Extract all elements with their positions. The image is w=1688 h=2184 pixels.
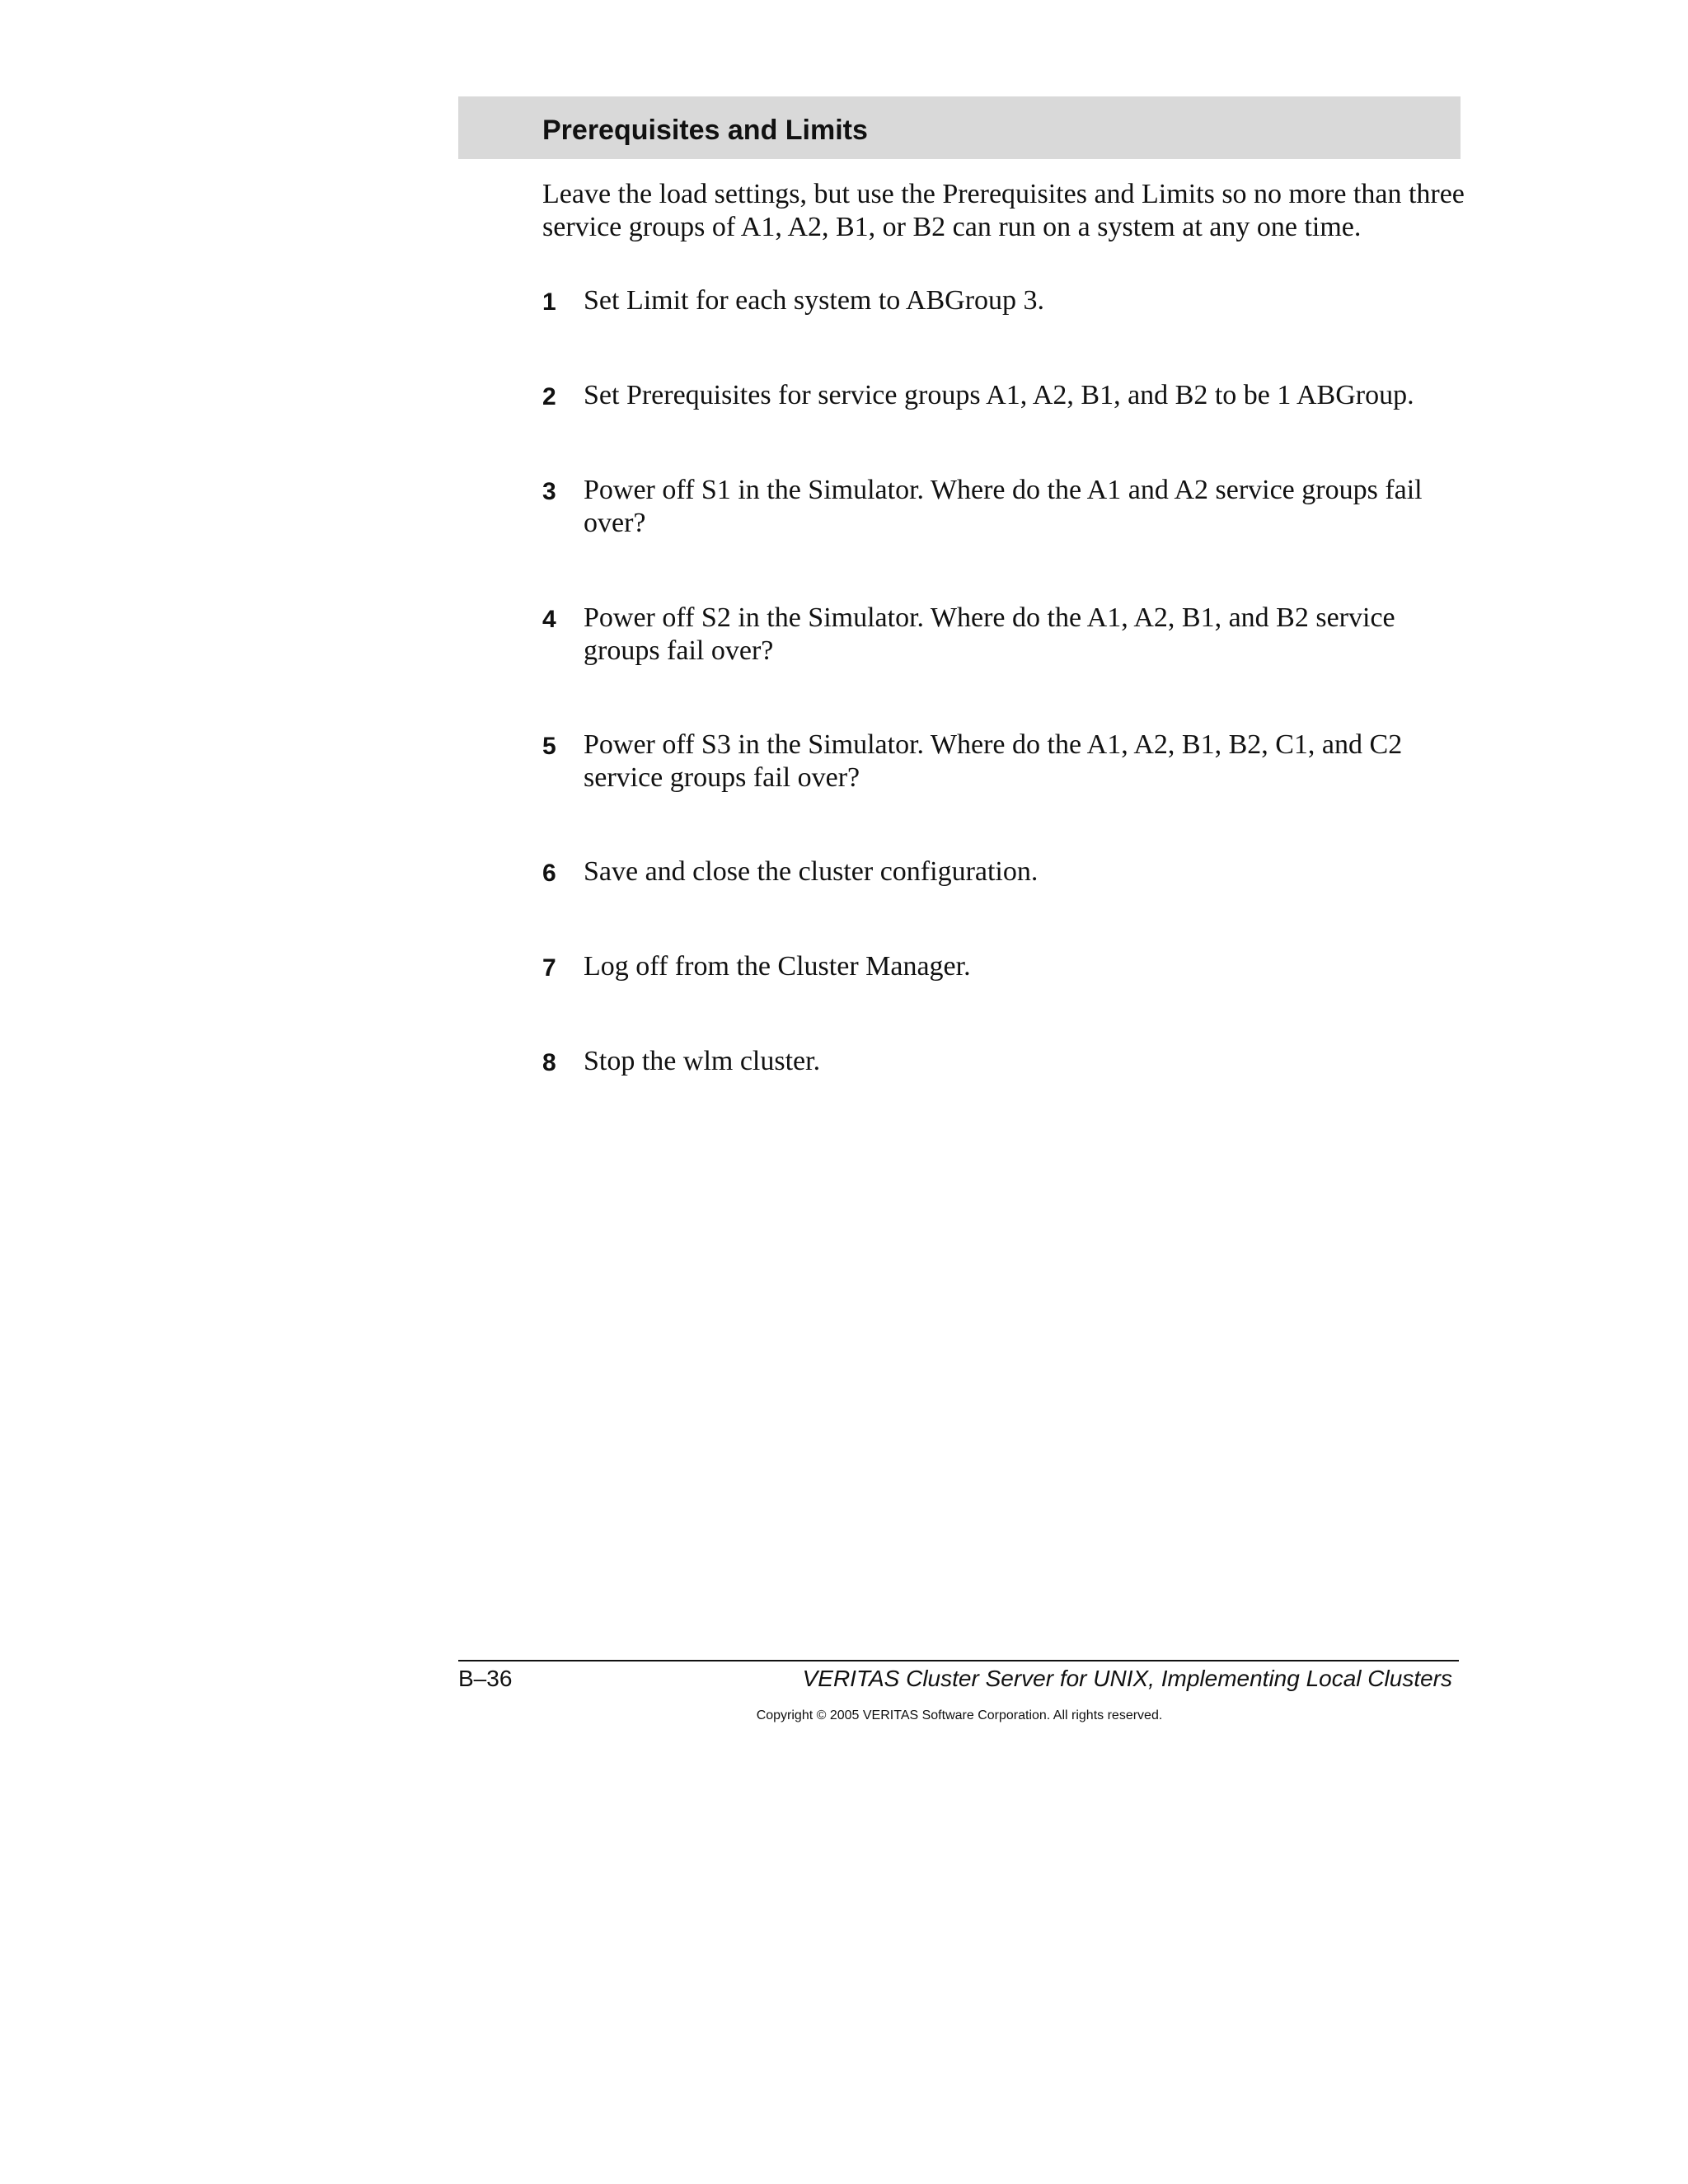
step-number: 3 (542, 478, 556, 505)
step-text: Set Limit for each system to ABGroup 3. (584, 285, 1045, 316)
step-number: 5 (542, 733, 556, 760)
step-number: 8 (542, 1049, 556, 1076)
step-number: 7 (542, 954, 556, 982)
footer-divider (458, 1660, 1459, 1661)
step-text: Power off S3 in the Simulator. Where do the A1, A2, B1, B2, C1, and C2 service groups fail over? (584, 729, 1403, 793)
step-text: Save and close the cluster configuration. (584, 856, 1039, 887)
step-number: 6 (542, 860, 556, 887)
intro-paragraph: Leave the load settings, but use the Prerequisites and Limits so no more than three service groups of A1, A2, B1, or B2 can run on a system at any one time. (542, 179, 1465, 242)
copyright-notice: Copyright © 2005 VERITAS Software Corporation. All rights reserved. (756, 1708, 1163, 1722)
step-text: Power off S2 in the Simulator. Where do the A1, A2, B1, and B2 service groups fail over? (584, 602, 1395, 666)
step-number: 4 (542, 606, 556, 633)
section-title: Prerequisites and Limits (542, 115, 868, 146)
book-title: VERITAS Cluster Server for UNIX, Implementing Local Clusters (802, 1666, 1452, 1691)
step-text: Log off from the Cluster Manager. (584, 951, 971, 982)
step-number: 1 (542, 288, 556, 316)
step-text: Stop the wlm cluster. (584, 1046, 821, 1076)
step-text: Set Prerequisites for service groups A1, A2, B1, and B2 to be 1 ABGroup. (584, 380, 1414, 410)
step-number: 2 (542, 383, 556, 410)
page-number: B–36 (458, 1666, 513, 1691)
step-text: Power off S1 in the Simulator. Where do the A1 and A2 service groups fail over? (584, 475, 1423, 538)
